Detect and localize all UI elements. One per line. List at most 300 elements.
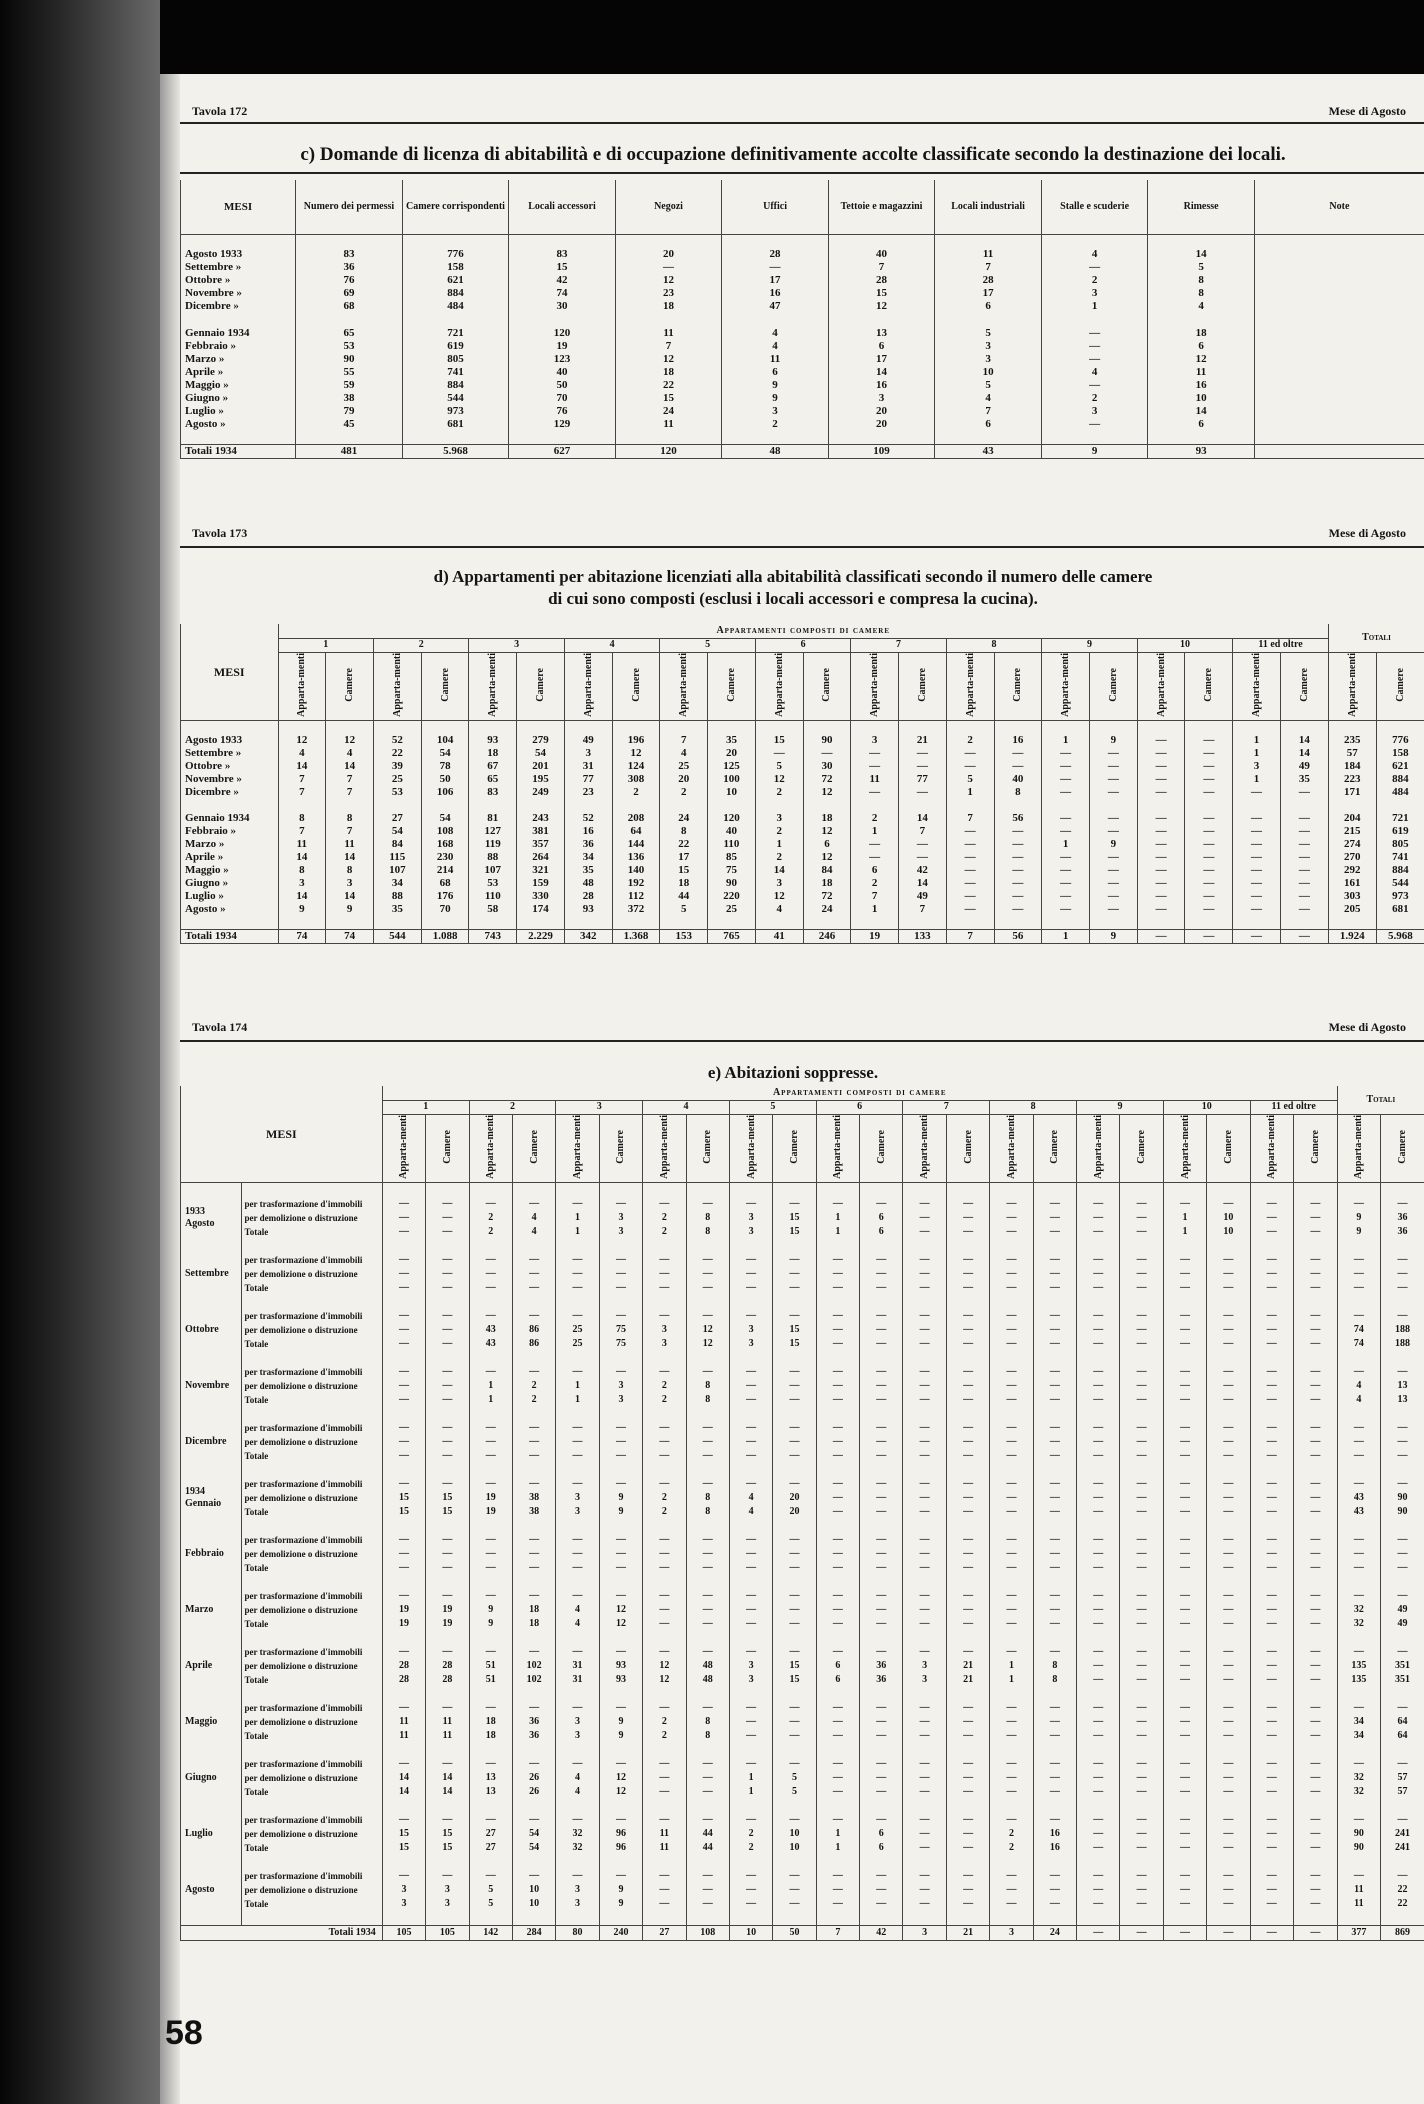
value-cell: 13 xyxy=(469,1785,512,1799)
value-cell: — xyxy=(1250,1197,1293,1211)
spacer-cell xyxy=(990,1855,1033,1869)
spacer-cell xyxy=(990,1687,1033,1701)
spacer-cell xyxy=(469,1295,512,1309)
spacer-cell xyxy=(1294,1295,1338,1309)
table-row xyxy=(181,1645,1424,1659)
total-cell: 108 xyxy=(686,1926,729,1941)
column-header: Tettoie e magazzini xyxy=(828,180,935,234)
spacer-cell xyxy=(1254,234,1424,248)
spacer-cell xyxy=(990,1295,1033,1309)
spacer-cell xyxy=(851,799,899,812)
row-label: Totale xyxy=(241,1281,382,1295)
value-cell: 4 xyxy=(556,1771,599,1785)
spacer-cell xyxy=(426,1295,469,1309)
value-cell: — xyxy=(1120,1659,1163,1673)
spacer-cell xyxy=(1207,1855,1250,1869)
value-cell: — xyxy=(1207,1505,1250,1519)
table-row xyxy=(181,1561,1424,1575)
value-cell: — xyxy=(994,760,1042,773)
value-cell: — xyxy=(946,1729,989,1743)
value-cell: — xyxy=(990,1477,1033,1491)
value-cell: 161 xyxy=(1328,877,1376,890)
spacer-cell xyxy=(1207,1911,1250,1926)
appartamenti-subheader xyxy=(373,652,421,721)
value-cell: — xyxy=(816,1365,859,1379)
spacer-cell xyxy=(1042,799,1090,812)
spacer-cell xyxy=(564,721,612,735)
value-cell: — xyxy=(994,877,1042,890)
value-cell: — xyxy=(1120,1393,1163,1407)
value-cell: — xyxy=(1250,1617,1293,1631)
value-cell: 5 xyxy=(755,760,803,773)
value-cell: 2 xyxy=(612,786,660,799)
month-cell: Dicembre » xyxy=(181,786,279,799)
total-cell: 153 xyxy=(660,930,708,944)
value-cell: — xyxy=(1294,1365,1338,1379)
value-cell: 18 xyxy=(469,747,517,760)
spacer-cell xyxy=(326,799,374,812)
value-cell: 65 xyxy=(296,327,403,340)
spacer-cell xyxy=(241,1295,382,1309)
value-cell: 2 xyxy=(660,786,708,799)
value-cell: — xyxy=(1033,1729,1076,1743)
spacer-cell xyxy=(643,1295,686,1309)
spacer-cell xyxy=(1163,1351,1206,1365)
value-cell: — xyxy=(860,1267,903,1281)
table-row xyxy=(181,1267,1424,1281)
value-cell: — xyxy=(860,1253,903,1267)
value-cell: 31 xyxy=(556,1659,599,1673)
value-cell: — xyxy=(1207,1379,1250,1393)
total-cell: — xyxy=(1137,930,1185,944)
spacer-cell xyxy=(643,1351,686,1365)
value-cell: 25 xyxy=(708,903,756,916)
table-row xyxy=(181,1477,1424,1491)
spacer-cell xyxy=(755,916,803,930)
row-label: per trasformazione d'immobili xyxy=(241,1701,382,1715)
spacer-cell xyxy=(599,1799,642,1813)
value-cell: 205 xyxy=(1328,903,1376,916)
value-cell: — xyxy=(556,1561,599,1575)
spacer-cell xyxy=(946,1855,989,1869)
value-cell: 1 xyxy=(729,1771,772,1785)
note-cell xyxy=(1254,445,1424,459)
value-cell: 107 xyxy=(373,864,421,877)
value-cell: — xyxy=(512,1645,555,1659)
value-cell: 18 xyxy=(1148,327,1255,340)
row-label: per trasformazione d'immobili xyxy=(241,1309,382,1323)
rule xyxy=(180,546,1424,548)
note-cell xyxy=(1254,366,1424,379)
spacer-cell xyxy=(946,799,994,812)
value-cell: 8 xyxy=(686,1211,729,1225)
spacer-cell xyxy=(382,1687,425,1701)
spacer-cell xyxy=(1280,721,1328,735)
value-cell: — xyxy=(426,1253,469,1267)
spacer-cell xyxy=(660,916,708,930)
value-cell: — xyxy=(1294,1729,1338,1743)
spacer-cell xyxy=(599,1631,642,1645)
appartamenti-subheader xyxy=(469,1114,512,1183)
spacer-cell xyxy=(1233,916,1281,930)
spacer-cell xyxy=(1163,1743,1206,1757)
table-row xyxy=(181,747,1424,760)
total-cell: 56 xyxy=(994,930,1042,944)
value-cell: — xyxy=(1120,1561,1163,1575)
value-cell: — xyxy=(1233,890,1281,903)
totali-header: Totali xyxy=(1337,1086,1424,1114)
value-cell: — xyxy=(946,1477,989,1491)
subheader-text: Camere xyxy=(344,667,356,702)
value-cell: — xyxy=(1163,1589,1206,1603)
spacer-cell xyxy=(1077,1631,1120,1645)
value-cell: — xyxy=(990,1883,1033,1897)
spacer-cell xyxy=(1163,1183,1206,1198)
month-name: Agosto xyxy=(185,1218,215,1230)
row-label: per demolizione o distruzione xyxy=(241,1771,382,1785)
spacer-cell xyxy=(903,1911,946,1926)
spacer-cell xyxy=(181,1631,242,1645)
spacer-cell xyxy=(402,431,509,445)
value-cell: 15 xyxy=(773,1323,816,1337)
spacer-cell xyxy=(181,1855,242,1869)
value-cell: — xyxy=(1185,786,1233,799)
value-cell: 884 xyxy=(402,379,509,392)
value-cell: — xyxy=(556,1253,599,1267)
value-cell: — xyxy=(773,1435,816,1449)
month-cell: Settembre » xyxy=(181,747,279,760)
table-row xyxy=(181,877,1424,890)
value-cell: — xyxy=(1163,1449,1206,1463)
value-cell: — xyxy=(1294,1449,1338,1463)
row-label: per trasformazione d'immobili xyxy=(241,1253,382,1267)
value-cell: 5 xyxy=(946,773,994,786)
value-cell: — xyxy=(599,1435,642,1449)
value-cell: 9 xyxy=(599,1491,642,1505)
value-cell: 32 xyxy=(556,1841,599,1855)
table-row xyxy=(181,1379,1424,1393)
table-row xyxy=(181,1533,1424,1547)
spacer-cell xyxy=(1233,721,1281,735)
value-cell: 50 xyxy=(509,379,616,392)
month-cell: Giugno » xyxy=(181,392,296,405)
spacer-cell xyxy=(1163,1799,1206,1813)
value-cell: — xyxy=(860,1561,903,1575)
value-cell: 3 xyxy=(755,812,803,825)
month-name: Aprile xyxy=(185,1660,213,1672)
spacer-cell xyxy=(469,1183,512,1198)
value-cell: 57 xyxy=(1381,1785,1424,1799)
value-cell: 14 xyxy=(755,864,803,877)
value-cell: — xyxy=(946,1603,989,1617)
value-cell: — xyxy=(946,1701,989,1715)
value-cell: — xyxy=(643,1281,686,1295)
spacer-cell xyxy=(426,1463,469,1477)
value-cell: — xyxy=(1250,1813,1293,1827)
spacer-cell xyxy=(599,1463,642,1477)
value-cell: — xyxy=(729,1393,772,1407)
subheader-text: Camere xyxy=(875,1129,887,1164)
value-cell: — xyxy=(643,1785,686,1799)
value-cell: 9 xyxy=(722,379,829,392)
value-cell: — xyxy=(1337,1309,1380,1323)
spacer-cell xyxy=(1207,1631,1250,1645)
value-cell: 8 xyxy=(686,1729,729,1743)
spacer-cell xyxy=(181,1799,242,1813)
value-cell: — xyxy=(1137,773,1185,786)
value-cell: — xyxy=(1077,1883,1120,1897)
value-cell: 5 xyxy=(935,327,1042,340)
total-cell: 869 xyxy=(1381,1926,1424,1941)
value-cell: 3 xyxy=(556,1491,599,1505)
row-label: per demolizione o distruzione xyxy=(241,1547,382,1561)
value-cell: — xyxy=(512,1813,555,1827)
value-cell: — xyxy=(1163,1729,1206,1743)
value-cell: — xyxy=(1207,1337,1250,1351)
value-cell: — xyxy=(1337,1757,1380,1771)
spacer-cell xyxy=(1328,721,1376,735)
table-row xyxy=(181,300,1424,313)
value-cell: 2 xyxy=(643,1393,686,1407)
value-cell: 40 xyxy=(828,248,935,261)
value-cell: — xyxy=(1250,1435,1293,1449)
month-cell: Agosto » xyxy=(181,903,279,916)
camere-subheader xyxy=(686,1114,729,1183)
value-cell: — xyxy=(643,1771,686,1785)
spacer-cell xyxy=(241,1855,382,1869)
value-cell: — xyxy=(816,1435,859,1449)
value-cell: — xyxy=(1294,1883,1338,1897)
rule xyxy=(180,122,1424,124)
value-cell: 83 xyxy=(469,786,517,799)
value-cell: — xyxy=(1033,1491,1076,1505)
spacer-cell xyxy=(512,1239,555,1253)
value-cell: — xyxy=(426,1561,469,1575)
value-cell: — xyxy=(643,1547,686,1561)
note-cell xyxy=(1254,340,1424,353)
value-cell: — xyxy=(1120,1589,1163,1603)
value-cell: 54 xyxy=(421,812,469,825)
value-cell: 18 xyxy=(512,1617,555,1631)
camere-subheader xyxy=(1120,1114,1163,1183)
value-cell: — xyxy=(382,1421,425,1435)
note-cell xyxy=(1254,353,1424,366)
value-cell: 49 xyxy=(1280,760,1328,773)
subheader-text: Camere xyxy=(528,1129,540,1164)
value-cell: 28 xyxy=(426,1673,469,1687)
value-cell: 15 xyxy=(773,1673,816,1687)
value-cell: — xyxy=(1077,1449,1120,1463)
value-cell: — xyxy=(803,747,851,760)
value-cell: — xyxy=(426,1211,469,1225)
value-cell: — xyxy=(1077,1505,1120,1519)
value-cell: — xyxy=(946,747,994,760)
value-cell: 8 xyxy=(1148,274,1255,287)
spacer-cell xyxy=(1250,1743,1293,1757)
value-cell: — xyxy=(1381,1197,1424,1211)
value-cell: — xyxy=(426,1757,469,1771)
total-cell: — xyxy=(1280,930,1328,944)
spacer-cell xyxy=(469,1911,512,1926)
table-row xyxy=(181,1505,1424,1519)
appartamenti-subheader xyxy=(816,1114,859,1183)
value-cell: 12 xyxy=(612,747,660,760)
value-cell: — xyxy=(1077,1827,1120,1841)
value-cell: 241 xyxy=(1381,1827,1424,1841)
value-cell: — xyxy=(773,1547,816,1561)
spacer-cell xyxy=(803,721,851,735)
value-cell: — xyxy=(1089,890,1137,903)
spacer-cell xyxy=(1250,1687,1293,1701)
value-cell: — xyxy=(1207,1589,1250,1603)
value-cell: — xyxy=(1163,1869,1206,1883)
value-cell: — xyxy=(946,1827,989,1841)
value-cell: — xyxy=(643,1883,686,1897)
value-cell: — xyxy=(903,1729,946,1743)
value-cell: — xyxy=(1381,1547,1424,1561)
value-cell: — xyxy=(994,838,1042,851)
value-cell: — xyxy=(426,1323,469,1337)
value-cell: 5 xyxy=(935,379,1042,392)
value-cell: — xyxy=(1077,1603,1120,1617)
value-cell: — xyxy=(903,1603,946,1617)
value-cell: 6 xyxy=(1148,418,1255,431)
month-cell: Luglio » xyxy=(181,405,296,418)
value-cell: — xyxy=(1207,1729,1250,1743)
value-cell: — xyxy=(1294,1225,1338,1239)
value-cell: — xyxy=(1250,1589,1293,1603)
value-cell: 108 xyxy=(421,825,469,838)
spacer-cell xyxy=(278,916,326,930)
spacer-cell xyxy=(181,431,296,445)
spacer-cell xyxy=(296,234,403,248)
total-cell: 3 xyxy=(990,1926,1033,1941)
value-cell: — xyxy=(1207,1701,1250,1715)
spacer-cell xyxy=(1077,1687,1120,1701)
value-cell: — xyxy=(903,1309,946,1323)
value-cell: 10 xyxy=(1207,1225,1250,1239)
value-cell: 884 xyxy=(1376,773,1424,786)
value-cell: 57 xyxy=(1381,1771,1424,1785)
value-cell: 1 xyxy=(1042,838,1090,851)
value-cell: 8 xyxy=(326,812,374,825)
spacer-cell xyxy=(773,1743,816,1757)
value-cell: — xyxy=(729,1729,772,1743)
spacer-cell xyxy=(1381,1183,1424,1198)
value-cell: — xyxy=(1163,1547,1206,1561)
value-cell: — xyxy=(1233,903,1281,916)
spacer-cell xyxy=(1120,1855,1163,1869)
value-cell: — xyxy=(1233,838,1281,851)
value-cell: 93 xyxy=(599,1659,642,1673)
value-cell: — xyxy=(1137,838,1185,851)
total-cell: — xyxy=(1120,1926,1163,1941)
value-cell: — xyxy=(1294,1603,1338,1617)
value-cell: — xyxy=(1077,1379,1120,1393)
spacer-cell xyxy=(773,1239,816,1253)
value-cell: 9 xyxy=(1089,838,1137,851)
value-cell: — xyxy=(755,747,803,760)
value-cell: 4 xyxy=(729,1491,772,1505)
value-cell: — xyxy=(1077,1757,1120,1771)
tavola-173-table xyxy=(180,624,1424,944)
table-row xyxy=(181,1337,1424,1351)
value-cell: — xyxy=(382,1561,425,1575)
value-cell: 195 xyxy=(517,773,565,786)
value-cell: — xyxy=(1033,1785,1076,1799)
value-cell: — xyxy=(686,1267,729,1281)
value-cell: — xyxy=(1185,903,1233,916)
spacer-cell xyxy=(946,1183,989,1198)
value-cell: — xyxy=(1163,1827,1206,1841)
value-cell: — xyxy=(729,1379,772,1393)
value-cell: — xyxy=(1120,1337,1163,1351)
spacer-cell xyxy=(373,916,421,930)
value-cell: 12 xyxy=(599,1771,642,1785)
value-cell: — xyxy=(382,1197,425,1211)
value-cell: — xyxy=(1250,1533,1293,1547)
value-cell: 54 xyxy=(373,825,421,838)
spacer-cell xyxy=(426,1855,469,1869)
value-cell: — xyxy=(1250,1365,1293,1379)
totals-row xyxy=(181,445,1424,459)
subheader-text: Apparta-menti xyxy=(1155,652,1167,717)
value-cell: 43 xyxy=(469,1323,512,1337)
value-cell: — xyxy=(1381,1281,1424,1295)
spacer-cell xyxy=(816,1911,859,1926)
value-cell: 64 xyxy=(1381,1729,1424,1743)
value-cell: — xyxy=(1207,1491,1250,1505)
value-cell: 90 xyxy=(1381,1505,1424,1519)
spacer-cell xyxy=(1294,1407,1338,1421)
value-cell: — xyxy=(426,1701,469,1715)
subheader-text: Apparta-menti xyxy=(398,1114,410,1179)
value-cell: — xyxy=(426,1365,469,1379)
value-cell: — xyxy=(1120,1197,1163,1211)
value-cell: — xyxy=(382,1323,425,1337)
value-cell: — xyxy=(1042,864,1090,877)
value-cell: — xyxy=(556,1589,599,1603)
value-cell: — xyxy=(851,838,899,851)
value-cell: — xyxy=(1077,1211,1120,1225)
value-cell: — xyxy=(1381,1365,1424,1379)
spacer-cell xyxy=(599,1183,642,1198)
value-cell: — xyxy=(1033,1617,1076,1631)
spacer-cell xyxy=(990,1575,1033,1589)
spacer-cell xyxy=(469,1519,512,1533)
value-cell: 53 xyxy=(469,877,517,890)
spacer-cell xyxy=(903,1295,946,1309)
value-cell: 619 xyxy=(1376,825,1424,838)
total-cell: 120 xyxy=(615,445,722,459)
spacer-cell xyxy=(860,1519,903,1533)
value-cell: — xyxy=(1163,1897,1206,1911)
value-cell: — xyxy=(599,1309,642,1323)
value-cell: — xyxy=(990,1253,1033,1267)
value-cell: — xyxy=(860,1771,903,1785)
value-cell: — xyxy=(816,1421,859,1435)
spacer-cell xyxy=(803,799,851,812)
spacer-cell xyxy=(421,799,469,812)
spacer-cell xyxy=(556,1799,599,1813)
spacer-cell xyxy=(382,1575,425,1589)
spacer-cell xyxy=(469,1687,512,1701)
value-cell: 884 xyxy=(1376,864,1424,877)
spacer-cell xyxy=(1250,1239,1293,1253)
value-cell: — xyxy=(1163,1659,1206,1673)
value-cell: 17 xyxy=(660,851,708,864)
value-cell: — xyxy=(729,1701,772,1715)
